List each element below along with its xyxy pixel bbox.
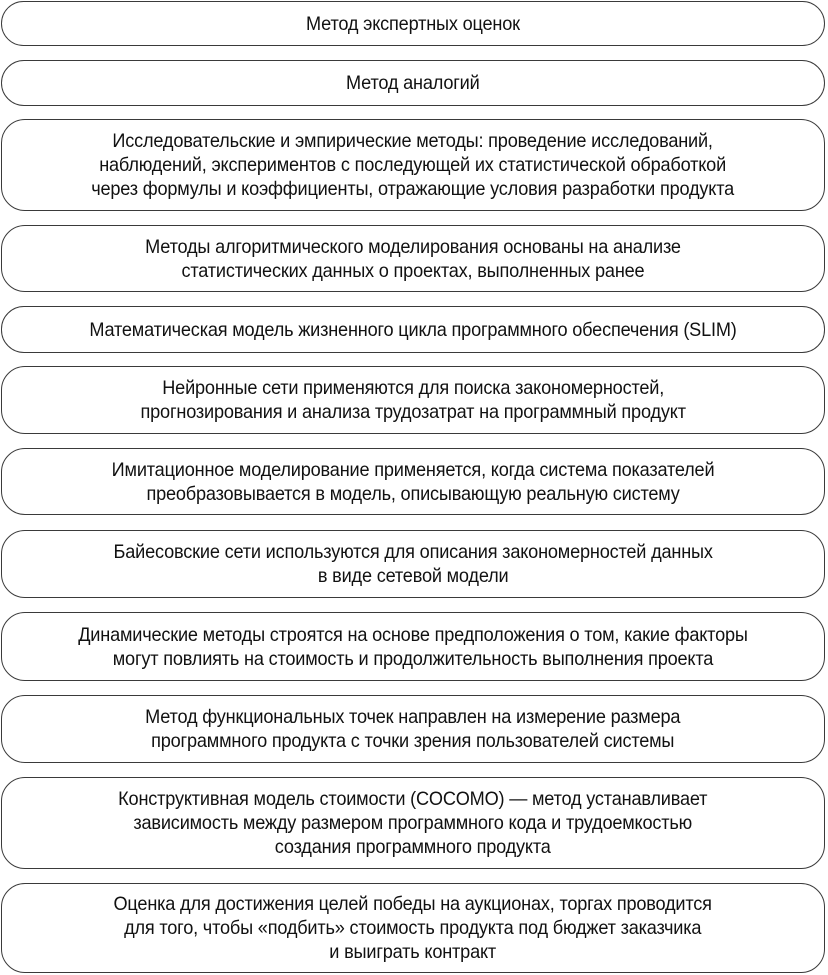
method-box-expert-evaluation <box>1 1 825 46</box>
method-box-dynamic <box>1 612 825 681</box>
method-box-neural-networks <box>1 366 825 434</box>
method-text: Нейронные сети применяются для поиска закономерностей, прогнозирования и анализа трудозатрат на программный продукт <box>140 377 686 423</box>
method-text: Метод функциональных точек направлен на измерение размера программного продукта с точки зрения пользователей системы <box>145 706 681 752</box>
method-text: Метод аналогий <box>346 72 480 94</box>
method-box-analogies <box>1 60 825 106</box>
method-box-auction-pricing <box>1 883 825 973</box>
method-text: Имитационное моделирование применяется, когда система показателей преобразовывается в модель, описывающую реальную систему <box>111 458 715 505</box>
method-text: Байесовские сети используются для описания закономерностей данных в виде сетевой модели <box>113 541 713 587</box>
method-text: Конструктивная модель стоимости (COCOMO) — метод устанавливает зависимость между размером программного кода и трудоемкостью создания программного продукта <box>118 788 708 858</box>
method-box-slim <box>1 306 825 353</box>
method-box-empirical <box>1 119 825 211</box>
method-box-cocomo <box>1 777 825 869</box>
method-text: Динамические методы строятся на основе предположения о том, какие факторы могут повлиять на стоимость и продолжительность выполнения проекта <box>78 623 748 670</box>
method-box-bayesian <box>1 530 825 598</box>
method-text: Методы алгоритмического моделирования основаны на анализе статистических данных о проектах, выполненных ранее <box>145 235 681 282</box>
method-text: Математическая модель жизненного цикла программного обеспечения (SLIM) <box>89 318 737 341</box>
method-text: Метод экспертных оценок <box>306 12 520 35</box>
method-box-simulation <box>1 448 825 515</box>
method-box-function-points <box>1 695 825 763</box>
method-box-algorithmic-modeling <box>1 225 825 292</box>
method-text: Исследовательские и эмпирические методы: проведение исследований, наблюдений, экспериментов с последующей их статистической обработкой через формулы и коэффициенты, отражающие условия разработки продукта <box>91 130 735 200</box>
method-text: Оценка для достижения целей победы на аукционах, торгах проводится для того, чтобы «подбить» стоимость продукта под бюджет заказчика и выиграть контракт <box>113 893 713 963</box>
